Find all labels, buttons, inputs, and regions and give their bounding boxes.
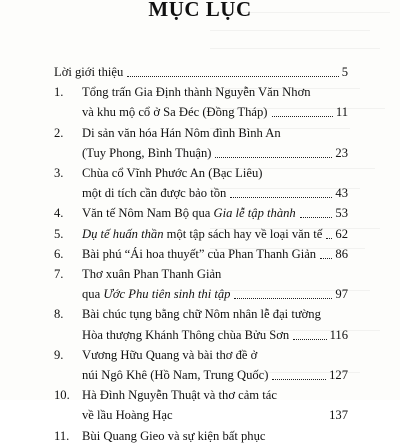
entry-title: Bài phú “Ái hoa thuyết” của Phan Thanh Giản xyxy=(82,246,317,261)
page-number: 11 xyxy=(335,105,348,120)
toc-entry-9-line-2[interactable] xyxy=(0,365,348,385)
entry-title-text: qua xyxy=(82,287,104,302)
page-number: 43 xyxy=(335,186,348,201)
dot-leader xyxy=(300,217,333,218)
toc-entry-8[interactable] xyxy=(0,304,348,324)
entry-title-line-2: núi Ngô Khê (Hồ Nam, Trung Quốc) xyxy=(82,368,269,382)
toc-intro[interactable] xyxy=(0,62,348,82)
page-number: 86 xyxy=(335,246,348,261)
dot-leader xyxy=(234,298,332,299)
entry-number: 7. xyxy=(54,267,64,281)
page-number: 97 xyxy=(335,287,348,302)
entry-title-italic: Dụ tế huấn thần xyxy=(82,226,164,241)
toc-entry-1-line-2[interactable] xyxy=(0,102,348,122)
entry-title-line-2: Hòa thượng Khánh Thông chùa Bửu Sơn xyxy=(82,327,290,342)
entry-title-line-1: Vương Hữu Quang và bài thơ đề ở xyxy=(82,347,258,362)
entry-number: 8. xyxy=(54,307,64,322)
entry-title-text: Văn tế Nôm Nam Bộ qua xyxy=(82,206,214,221)
toc-entry-3-line-2[interactable] xyxy=(0,183,348,203)
entry-number: 3. xyxy=(54,166,64,180)
entry-number: 4. xyxy=(54,206,64,221)
toc-entry-1[interactable] xyxy=(0,82,348,102)
toc-entry-3[interactable] xyxy=(0,163,348,183)
toc-entry-5[interactable] xyxy=(0,224,348,244)
page-number: 127 xyxy=(329,368,348,382)
entry-title-line-2: (Tuy Phong, Bình Thuận) xyxy=(82,145,212,160)
toc-entry-7-line-2[interactable] xyxy=(0,284,348,304)
entry-title-line-1: Thơ xuân Phan Thanh Giản xyxy=(82,267,222,281)
entry-title-italic: Gia lễ tập thành xyxy=(213,206,296,221)
toc-entry-7[interactable] xyxy=(0,264,348,284)
entry-title-line-2: về lầu Hoàng Hạc xyxy=(82,408,173,423)
dot-leader xyxy=(230,197,332,198)
page-number: 137 xyxy=(329,408,348,423)
entry-number: 6. xyxy=(54,246,64,261)
intro-label: Lời giới thiệu xyxy=(54,65,124,79)
entry-title-line-1: Bài chúc tụng bằng chữ Nôm nhân lễ đại tường xyxy=(82,307,321,322)
toc-entry-2-line-2[interactable] xyxy=(0,143,348,163)
dot-leader xyxy=(320,258,332,259)
toc-entry-10-line-2[interactable] xyxy=(0,405,348,425)
page-number: 53 xyxy=(335,206,348,221)
dot-leader xyxy=(293,339,326,340)
entry-number: 5. xyxy=(54,226,64,241)
toc-entry-6[interactable] xyxy=(0,244,348,264)
page-number: 62 xyxy=(335,226,348,241)
entry-title xyxy=(82,203,296,223)
toc-entry-4[interactable] xyxy=(0,203,348,223)
page-number: 5 xyxy=(341,65,348,79)
entry-number: 11. xyxy=(54,428,70,443)
entry-title-italic: Ước Phu tiên sinh thi tập xyxy=(103,287,231,302)
entry-number: 9. xyxy=(54,347,64,362)
toc-entry-2[interactable] xyxy=(0,123,348,143)
entry-number: 10. xyxy=(54,388,70,403)
entry-title-line-2 xyxy=(82,284,230,304)
dot-leader xyxy=(272,379,326,380)
entry-title-line-2: và khu mộ cổ ở Sa Đéc (Đồng Tháp) xyxy=(82,105,268,120)
entry-title-line-2: một di tích cần được bảo tồn xyxy=(82,186,227,201)
dot-leader xyxy=(127,76,338,77)
entry-number: 2. xyxy=(54,125,64,140)
entry-number: 1. xyxy=(54,85,64,100)
entry-title-line-1: Di sản văn hóa Hán Nôm đình Bình An xyxy=(82,125,281,140)
entry-title-line-1: Chùa cổ Vĩnh Phước An (Bạc Liêu) xyxy=(82,166,263,180)
entry-title-line-1: Bùi Quang Gieo và sự kiện bất phục xyxy=(82,428,266,443)
page-number: 116 xyxy=(329,327,348,342)
toc-entry-8-line-2[interactable] xyxy=(0,325,348,345)
page-title: MỤC LỤC xyxy=(148,0,252,21)
entry-title-text: một tập sách hay về loại văn tế xyxy=(163,226,323,241)
toc-entry-9[interactable] xyxy=(0,345,348,365)
dot-leader xyxy=(326,238,332,239)
page-number: 23 xyxy=(335,145,348,160)
toc-entry-10[interactable] xyxy=(0,385,348,405)
toc-entry-11[interactable] xyxy=(0,426,348,446)
entry-title-line-1: Hà Đình Nguyễn Thuật và thơ cảm tác xyxy=(82,388,277,403)
dot-leader xyxy=(215,157,332,158)
entry-title xyxy=(82,224,322,244)
dot-leader xyxy=(272,116,333,117)
entry-title-line-1: Tổng trấn Gia Định thành Nguyễn Văn Nhơn xyxy=(82,85,311,100)
